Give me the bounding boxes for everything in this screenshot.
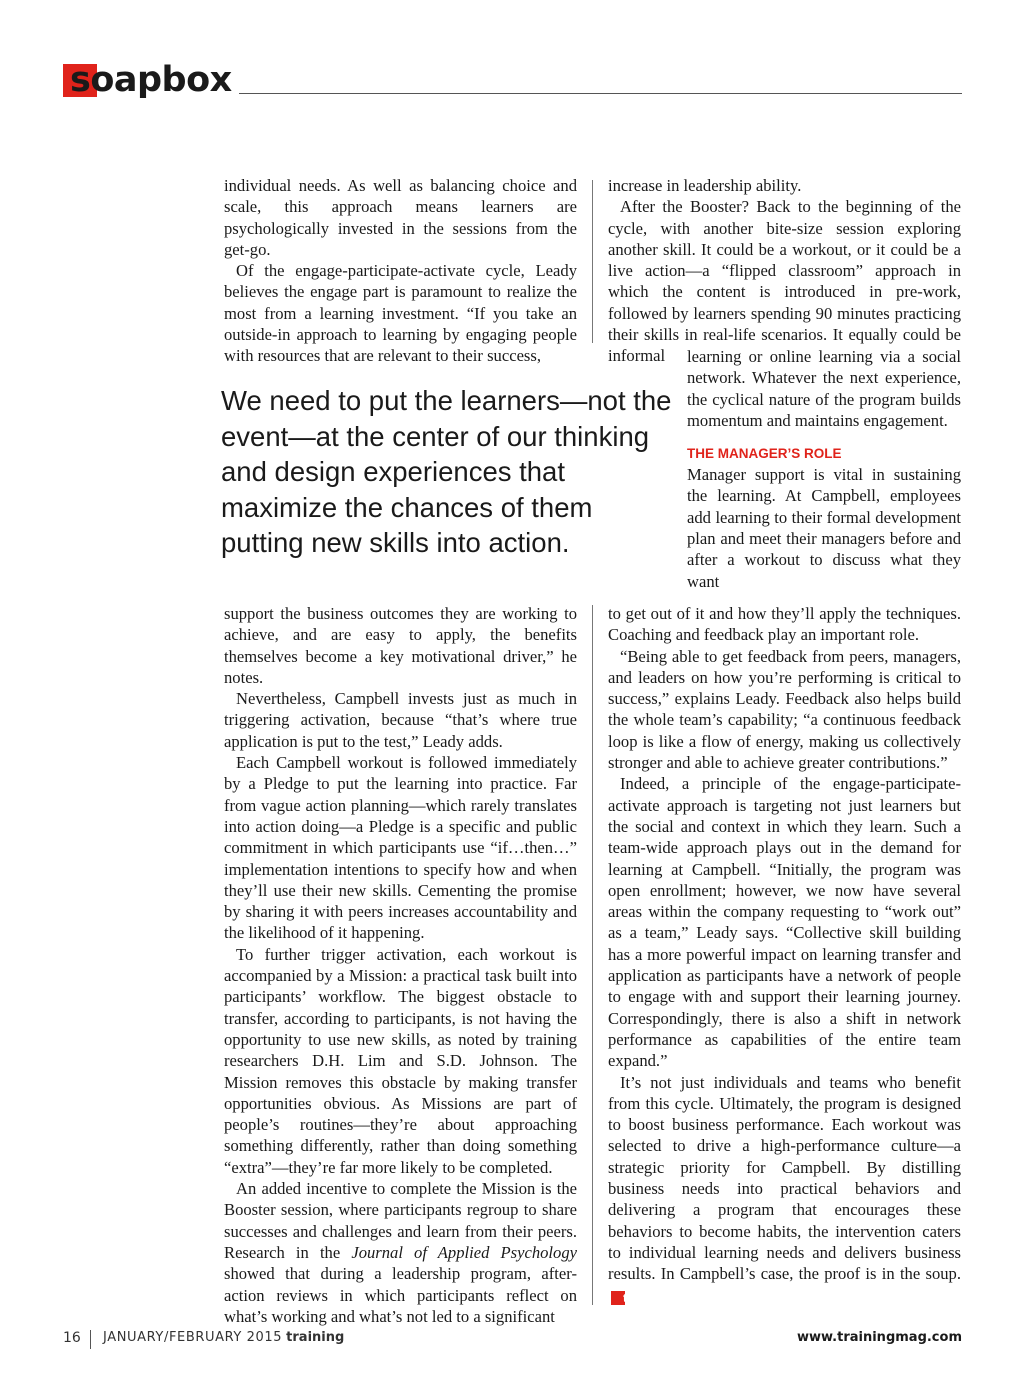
paragraph: Indeed, a principle of the engage-participate-activate approach is targeting not just learners but the social and context in which they learn. Such a team-wide approach plays out in the demand for learning at Campbell. “Initially, the program was open enrollment; however, we now have several areas within the company requesting to “work out” as a team,” Leady says. “Collective skill building has a more powerful impact on learning transfer and application as participants have a network of people to engage with and support their learning journey. Correspondingly, there is also a shift in network performance as capabilities of the entire team expand.” (608, 774, 961, 1071)
left-column-bottom (224, 603, 577, 1327)
page-header (63, 60, 962, 100)
paragraph-text: An added incentive to complete the Mission is the Booster session, where participants regroup to share successes and challenges and learn from their peers. Research in the (224, 1179, 577, 1262)
paragraph (608, 1072, 961, 1306)
paragraph: To further trigger activation, each workout is accompanied by a Mission: a practical task built into participants’ workflow. The biggest obstacle to transfer, according to participants, is not having the opportunity to use new skills, as noted by training researchers D.H. Lim and S.D. Johnson. The Mission removes this obstacle by making transfer opportunities obvious. As Missions are part of people’s routines—they’re about approaching something differently, rather than doing something “extra”—they’re far more likely to be completed. (224, 944, 577, 1177)
issue-date (103, 1330, 344, 1345)
journal-title: Journal of Applied Psychology (351, 1242, 577, 1262)
paragraph: After the Booster? Back to the beginning of the cycle, with another bite-size session exploring another skill. It could be a workout, or it could be a live action—a “flipped classroom” approach in which the content is introduced in pre-work, followed by learners spending 90 minutes practicing their skills in real-life scenarios. It equally could be informal (608, 197, 961, 366)
section-title: soapbox (70, 60, 232, 100)
paragraph (224, 1178, 577, 1327)
paragraph: support the business outcomes they are working to achieve, and are easy to apply, the benefits themselves become a key motivational driver,” he notes. (224, 604, 577, 687)
paragraph: to get out of it and how they’ll apply the techniques. Coaching and feedback play an important role. (608, 604, 961, 645)
right-column-top (608, 175, 961, 367)
footer-divider (90, 1330, 91, 1349)
end-mark-icon: t (611, 1291, 625, 1305)
paragraph: Of the engage-participate-activate cycle, Leady believes the engage part is paramount to realize the most from a learning investment. “If you take an outside-in approach to learning by engaging people with resources that are relevant to their success, (224, 261, 577, 366)
paragraph-text: showed that during a leadership program, after-action reviews in which participants reflect on what’s working and what’s not led to a significant (224, 1264, 577, 1326)
website-url: www.trainingmag.com (796, 1330, 962, 1345)
paragraph: Each Campbell workout is followed immediately by a Pledge to put the learning into practice. Far from vague action planning—which rarely translates into action doing—a Pledge is a specific and public commitment in which participants use “if…then…” implementation intentions to specify how and when they’ll use their new skills. Cementing the promise by sharing it with peers increases accountability and the likelihood of it happening. (224, 753, 577, 943)
column-divider-bottom (592, 605, 593, 1305)
left-column-top (224, 175, 577, 367)
issue-label: JANUARY/FEBRUARY 2015 (103, 1330, 283, 1345)
right-column-bottom (608, 603, 961, 1306)
pull-quote: We need to put the learners—not the event—at the center of our thinking and design experiences that maximize the chances of them putting new skills into action. (221, 385, 672, 558)
column-divider-top (592, 180, 593, 343)
paragraph: learning or online learning via a social network. Whatever the next experience, the cyclical nature of the program builds momentum and maintains engagement. (687, 347, 961, 430)
right-column-narrow (687, 346, 961, 592)
magazine-name: training (286, 1330, 345, 1345)
paragraph: Manager support is vital in sustaining the learning. At Campbell, employees add learning to their formal development plan and meet their managers before and after a workout to discuss what they want (687, 465, 961, 591)
section-heading: THE MANAGER’S ROLE (687, 446, 842, 462)
paragraph: “Being able to get feedback from peers, managers, and leaders on how you’re performing is critical to success,” explains Leady. Feedback also helps build the whole team’s capability; “a continuous feedback loop is like a flow of energy, making us collectively stronger and able to achieve greater contributions.” (608, 646, 961, 773)
paragraph-text: It’s not just individuals and teams who benefit from this cycle. Ultimately, the program is designed to boost business performance. Each workout was selected to drive a high-performance culture—a strategic priority for Campbell. By distilling business needs into practical behaviors and delivering a program that encourages these behaviors to become habits, the intervention caters to individual learning needs and delivers business results. In Campbell’s case, the proof is in the soup. (608, 1072, 961, 1284)
paragraph: Nevertheless, Campbell invests just as much in triggering activation, because “that’s where true application is put to the test,” Leady adds. (224, 689, 577, 751)
paragraph: individual needs. As well as balancing choice and scale, this approach means learners are psychologically invested in the sessions from the get-go. (224, 176, 577, 259)
paragraph: increase in leadership ability. (608, 176, 802, 195)
header-rule (239, 93, 962, 94)
page-number: 16 (63, 1330, 81, 1346)
page-footer (63, 1330, 962, 1352)
